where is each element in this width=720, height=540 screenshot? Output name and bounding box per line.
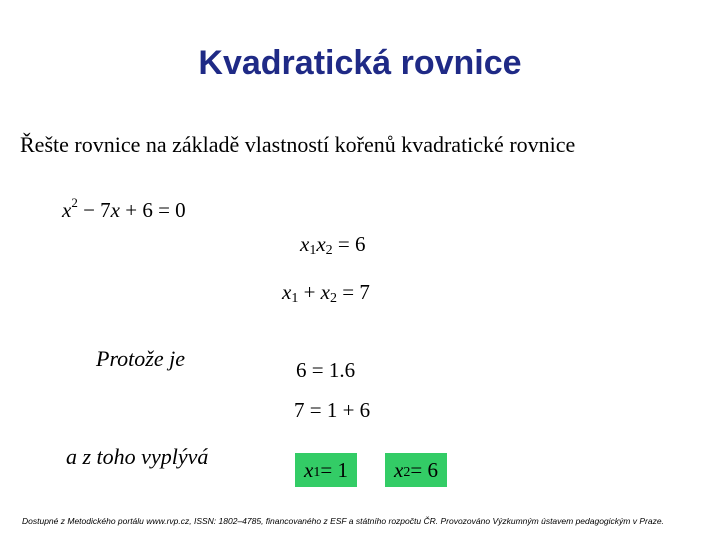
eq-x-linear: x <box>110 198 120 222</box>
sum-x2: x <box>320 280 330 304</box>
root-x1-box <box>295 453 357 487</box>
sum-rhs: = 7 <box>337 280 370 304</box>
root1-rhs: = 1 <box>320 457 348 482</box>
protoze-label: Protože je <box>96 346 185 371</box>
roots-product <box>300 232 366 257</box>
vyplyva-label: a z toho vyplývá <box>66 444 209 469</box>
quadratic-equation <box>62 195 186 223</box>
sum-sub2: 2 <box>330 291 337 306</box>
root1-sub: 1 <box>313 465 321 480</box>
product-sub1: 1 <box>309 243 317 258</box>
root2-rhs: = 6 <box>410 457 438 482</box>
sum-sub1: 1 <box>291 291 299 306</box>
product-sub2: 2 <box>325 243 333 258</box>
slide-subtitle: Řešte rovnice na základě vlastností kořenů kvadratické rovnice <box>20 132 576 157</box>
eq-part2: + 6 = 0 <box>120 198 186 222</box>
eq-exponent: 2 <box>71 195 78 210</box>
roots-sum <box>282 280 370 305</box>
slide-title: Kvadratická rovnice <box>198 44 522 82</box>
sum-op: + <box>298 280 321 304</box>
check-product: 6 = 1.6 <box>296 358 356 382</box>
root-x2-box <box>385 453 447 487</box>
sum-x1: x <box>282 280 292 304</box>
product-x2: x <box>316 232 326 256</box>
product-rhs: = 6 <box>332 232 366 256</box>
product-x1: x <box>300 232 310 256</box>
check-sum: 7 = 1 + 6 <box>294 398 371 422</box>
root2-sub: 2 <box>403 465 411 480</box>
footer-credit: Dostupné z Metodického portálu www.rvp.cz, ISSN: 1802–4785, financovaného z ESF a státního rozpočtu ČR. Provozováno Výzkumným ústavem pedagogickým v Praze. <box>22 516 664 526</box>
root2-x: x <box>394 457 404 482</box>
eq-x: x <box>62 198 72 222</box>
eq-part1: − 7 <box>77 198 111 222</box>
root1-x: x <box>304 457 314 482</box>
